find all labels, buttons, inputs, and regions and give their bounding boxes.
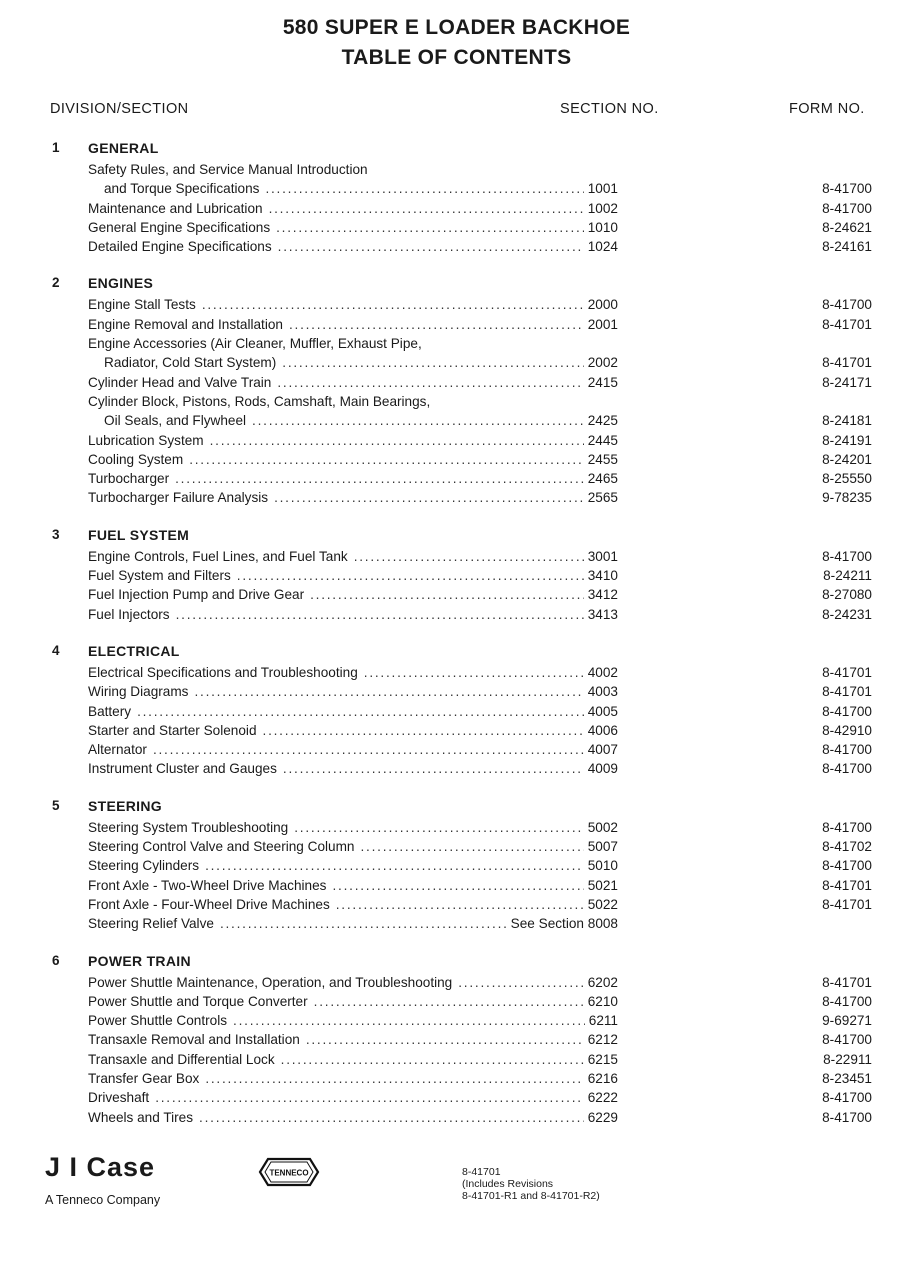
form-number: 8-24171 [822, 374, 872, 390]
entry-title: Power Shuttle Controls [88, 1013, 228, 1029]
section-number: 6222 [587, 1090, 618, 1106]
entry-title-line: Cylinder Block, Pistons, Rods, Camshaft, Main Bearings, [88, 393, 431, 409]
entry-title: Cylinder Head and Valve Train [88, 374, 272, 390]
toc-entry[interactable] [0, 1108, 913, 1127]
toc-entry[interactable] [0, 1030, 913, 1049]
dot-leader [310, 585, 584, 604]
entry-title: Wheels and Tires [88, 1109, 194, 1125]
toc-entry[interactable] [0, 566, 913, 585]
toc-entry[interactable] [0, 547, 913, 566]
toc-entry[interactable] [0, 992, 913, 1011]
form-number: 8-41701 [822, 355, 872, 371]
form-number: 8-24231 [822, 606, 872, 622]
toc-entry[interactable] [0, 856, 913, 875]
dot-leader [199, 1108, 584, 1127]
section-number: 2465 [587, 471, 618, 487]
section-number: 5002 [587, 819, 618, 835]
toc-entry[interactable] [0, 682, 913, 701]
tenneco-logo-icon [256, 1154, 322, 1190]
section-number: 6215 [587, 1051, 618, 1067]
entry-title: Instrument Cluster and Gauges [88, 761, 277, 777]
section-number: See Section 8008 [510, 916, 618, 932]
section-number: 2002 [587, 355, 618, 371]
form-number: 8-41700 [822, 1090, 872, 1106]
dot-leader [155, 1088, 584, 1107]
division-steering [0, 798, 913, 934]
entry-title: and Torque Specifications [104, 181, 260, 197]
section-number: 4005 [587, 703, 618, 719]
dot-leader [277, 373, 583, 392]
dot-leader [237, 566, 584, 585]
toc-entry[interactable] [0, 450, 913, 469]
dot-leader [252, 411, 584, 430]
form-number: 8-41700 [822, 297, 872, 313]
dot-leader [281, 1050, 584, 1069]
form-number: 8-24161 [822, 239, 872, 255]
toc-entry[interactable] [0, 585, 913, 604]
dot-leader [336, 895, 584, 914]
section-number: 4009 [587, 761, 618, 777]
entry-title: Front Axle - Two-Wheel Drive Machines [88, 877, 327, 893]
entry-title: Fuel Injection Pump and Drive Gear [88, 587, 305, 603]
section-number: 6202 [587, 974, 618, 990]
form-number: 8-41700 [822, 858, 872, 874]
form-number: 8-24191 [822, 432, 872, 448]
entry-title: Fuel System and Filters [88, 568, 231, 584]
entry-title: Power Shuttle and Torque Converter [88, 993, 308, 1009]
toc-entry[interactable] [0, 876, 913, 895]
toc-entry[interactable] [0, 1069, 913, 1088]
entry-title: Lubrication System [88, 432, 204, 448]
form-number: 8-41700 [822, 181, 872, 197]
entry-title: Engine Controls, Fuel Lines, and Fuel Tank [88, 548, 348, 564]
division-title: STEERING [88, 797, 162, 814]
toc-entry[interactable] [0, 895, 913, 914]
dot-leader [282, 353, 583, 372]
division-title: POWER TRAIN [88, 952, 191, 969]
dot-leader [265, 179, 583, 198]
entry-title: Front Axle - Four-Wheel Drive Machines [88, 896, 330, 912]
dot-leader [354, 547, 584, 566]
dot-leader [361, 837, 584, 856]
toc-entry[interactable] [0, 373, 913, 392]
division-electrical [0, 643, 913, 779]
form-number: 8-41701 [822, 896, 872, 912]
toc-entry[interactable] [0, 488, 913, 507]
toc-entry[interactable] [0, 199, 913, 218]
section-number: 5022 [587, 896, 618, 912]
section-number: 6211 [588, 1013, 618, 1029]
section-number: 5021 [587, 877, 618, 893]
page-footer [0, 1150, 913, 1220]
entry-title: Oil Seals, and Flywheel [104, 413, 247, 429]
dot-leader [458, 973, 584, 992]
section-number: 5010 [587, 858, 618, 874]
dot-leader [278, 237, 584, 256]
column-header-division: DIVISION/SECTION [50, 101, 189, 117]
section-number: 2445 [587, 432, 618, 448]
entry-title: Starter and Starter Solenoid [88, 722, 257, 738]
form-number: 8-41701 [822, 316, 872, 332]
entry-title: General Engine Specifications [88, 219, 271, 235]
entry-title: Engine Removal and Installation [88, 316, 283, 332]
entry-title: Steering Control Valve and Steering Column [88, 839, 355, 855]
dot-leader [283, 759, 584, 778]
dot-leader [137, 702, 584, 721]
form-number: 8-41700 [822, 819, 872, 835]
division-title: GENERAL [88, 140, 159, 156]
toc-entry[interactable] [0, 237, 913, 256]
entry-title: Engine Stall Tests [88, 297, 196, 313]
entry-title: Power Shuttle Maintenance, Operation, and Troubleshooting [88, 974, 453, 990]
dot-leader [176, 605, 584, 624]
entry-title: Battery [88, 703, 132, 719]
toc-entry[interactable] [0, 914, 913, 933]
entry-title: Cooling System [88, 451, 184, 467]
dot-leader [263, 721, 584, 740]
dot-leader [332, 876, 583, 895]
entry-title-line: Safety Rules, and Service Manual Introduction [88, 162, 368, 177]
dot-leader [202, 295, 584, 314]
form-number: 8-41700 [822, 993, 872, 1009]
toc-entry[interactable] [0, 663, 913, 682]
entry-title: Radiator, Cold Start System) [104, 355, 277, 371]
division-number: 1 [52, 140, 60, 155]
toc-entry[interactable] [0, 702, 913, 721]
entry-title: Fuel Injectors [88, 606, 170, 622]
section-number: 2001 [587, 316, 618, 332]
toc-entry[interactable] [0, 605, 913, 624]
form-number: 9-69271 [822, 1013, 872, 1029]
form-number: 8-41700 [822, 548, 872, 564]
section-number: 4002 [587, 664, 618, 680]
dot-leader [194, 682, 583, 701]
company-logo-text: J I Case [45, 1152, 156, 1182]
form-number: 8-24181 [822, 413, 872, 429]
division-fuel-system [0, 527, 913, 624]
section-number: 2000 [587, 297, 618, 313]
form-number: 8-41700 [822, 1032, 872, 1048]
dot-leader [210, 431, 584, 450]
form-note [462, 1166, 600, 1202]
section-number: 3412 [587, 587, 618, 603]
entry-title: Steering System Troubleshooting [88, 819, 289, 835]
section-number: 2415 [587, 374, 618, 390]
document-title: 580 SUPER E LOADER BACKHOE [282, 16, 631, 39]
division-number: 4 [52, 642, 60, 658]
entry-title: Transfer Gear Box [88, 1070, 200, 1086]
form-number: 8-41701 [822, 664, 872, 680]
table-of-contents [0, 140, 913, 1146]
entry-title: Maintenance and Lubrication [88, 200, 263, 216]
dot-leader [153, 740, 584, 759]
form-number: 8-24211 [823, 568, 872, 584]
dot-leader [314, 992, 584, 1011]
toc-entry[interactable] [0, 837, 913, 856]
section-number: 3001 [587, 548, 618, 564]
dot-leader [274, 488, 584, 507]
toc-entry[interactable] [0, 1088, 913, 1107]
form-number: 8-41700 [822, 761, 872, 777]
form-note-revision-list: 8-41701-R1 and 8-41701-R2) [462, 1190, 600, 1202]
document-subtitle: TABLE OF CONTENTS [341, 46, 572, 69]
section-number: 6229 [587, 1109, 618, 1125]
form-number: 8-41700 [822, 1109, 872, 1125]
form-number: 8-41701 [822, 684, 872, 700]
entry-title: Steering Relief Valve [88, 916, 214, 932]
toc-entry[interactable] [0, 1011, 913, 1030]
form-number: 8-41700 [822, 742, 872, 758]
division-number: 2 [52, 275, 60, 291]
division-heading [0, 140, 913, 160]
section-number: 1001 [587, 181, 618, 197]
entry-title: Turbocharger [88, 471, 170, 487]
toc-entry[interactable] [0, 218, 913, 237]
toc-entry[interactable] [0, 469, 913, 488]
form-note-revisions: (Includes Revisions [462, 1178, 554, 1190]
form-number: 8-41701 [822, 974, 872, 990]
form-number: 8-41701 [822, 877, 872, 893]
section-number: 1024 [587, 239, 618, 255]
toc-entry[interactable] [0, 721, 913, 740]
toc-entry[interactable] [0, 740, 913, 759]
entry-title-line: Engine Accessories (Air Cleaner, Muffler, Exhaust Pipe, [88, 336, 422, 352]
dot-leader [276, 218, 584, 237]
form-number: 8-41700 [822, 703, 872, 719]
dot-leader [175, 469, 584, 488]
division-number: 5 [52, 797, 60, 813]
section-number: 4006 [587, 722, 618, 738]
form-number: 8-25550 [822, 471, 872, 487]
division-number: 6 [52, 952, 60, 968]
division-general [0, 140, 913, 256]
section-number: 3413 [587, 606, 618, 622]
form-number: 9-78235 [822, 490, 872, 506]
form-number: 8-23451 [822, 1070, 872, 1086]
form-number: 8-41702 [822, 839, 872, 855]
entry-title: Driveshaft [88, 1090, 150, 1106]
section-number: 6212 [587, 1032, 618, 1048]
section-number: 6216 [587, 1070, 618, 1086]
form-number: 8-42910 [822, 722, 872, 738]
division-title: ENGINES [88, 275, 154, 292]
section-number: 3410 [587, 568, 618, 584]
dot-leader [205, 856, 584, 875]
entry-title: Detailed Engine Specifications [88, 239, 272, 255]
division-heading [0, 643, 913, 663]
toc-entry[interactable] [0, 295, 913, 314]
toc-entry[interactable] [0, 315, 913, 334]
division-number: 3 [52, 526, 60, 542]
entry-title: Electrical Specifications and Troubleshooting [88, 664, 358, 680]
form-number: 8-27080 [822, 587, 872, 603]
column-header-form: FORM NO. [789, 101, 865, 117]
section-number: 2455 [587, 451, 618, 467]
column-header-section: SECTION NO. [560, 101, 659, 117]
form-number: 8-41700 [822, 200, 872, 216]
toc-entry[interactable] [0, 334, 913, 373]
section-number: 1010 [587, 219, 618, 235]
toc-entry[interactable] [0, 973, 913, 992]
dot-leader [306, 1030, 584, 1049]
entry-title: Alternator [88, 742, 147, 758]
division-title: FUEL SYSTEM [88, 526, 190, 543]
entry-title: Steering Cylinders [88, 858, 200, 874]
division-heading [0, 798, 913, 818]
dot-leader [233, 1011, 585, 1030]
section-number: 4003 [587, 684, 618, 700]
toc-entry[interactable] [0, 1050, 913, 1069]
toc-entry[interactable] [0, 392, 913, 431]
division-title: ELECTRICAL [88, 642, 180, 659]
entry-title: Wiring Diagrams [88, 684, 189, 700]
form-number: 8-24201 [822, 451, 872, 467]
section-number: 1002 [587, 200, 618, 216]
toc-entry[interactable] [0, 818, 913, 837]
section-number: 4007 [587, 742, 618, 758]
toc-entry[interactable] [0, 431, 913, 450]
section-number: 5007 [587, 839, 618, 855]
dot-leader [205, 1069, 583, 1088]
division-heading [0, 275, 913, 295]
logo-text: TENNECO [269, 1168, 309, 1178]
division-power-train [0, 953, 913, 1127]
division-heading [0, 527, 913, 547]
entry-title: Turbocharger Failure Analysis [88, 490, 269, 506]
dot-leader [220, 914, 507, 933]
toc-entry[interactable] [0, 759, 913, 778]
toc-entry[interactable] [0, 160, 913, 199]
entry-title: Transaxle and Differential Lock [88, 1051, 275, 1067]
dot-leader [294, 818, 584, 837]
company-subtitle: A Tenneco Company [45, 1193, 161, 1207]
division-engines [0, 275, 913, 507]
form-note-number: 8-41701 [462, 1166, 501, 1178]
form-number: 8-22911 [823, 1051, 872, 1067]
dot-leader [269, 199, 584, 218]
dot-leader [189, 450, 584, 469]
section-number: 2425 [587, 413, 618, 429]
dot-leader [364, 663, 584, 682]
dot-leader [289, 315, 584, 334]
division-heading [0, 953, 913, 973]
form-number: 8-24621 [822, 219, 872, 235]
entry-title: Transaxle Removal and Installation [88, 1032, 300, 1048]
section-number: 6210 [587, 993, 618, 1009]
section-number: 2565 [587, 490, 618, 506]
